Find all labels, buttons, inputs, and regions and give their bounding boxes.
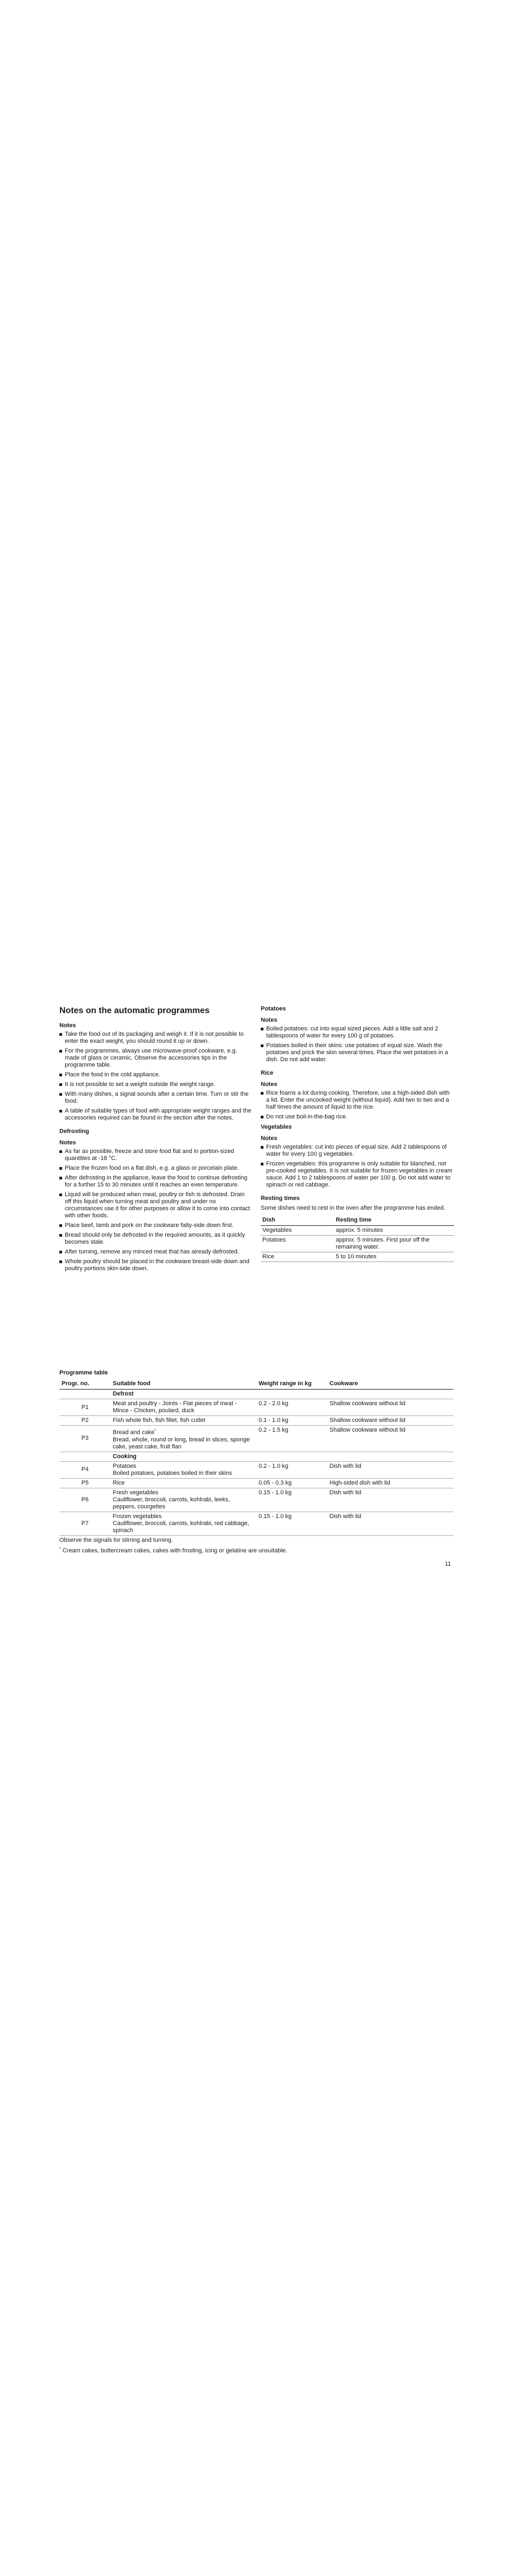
programme-number: P1: [59, 1399, 111, 1416]
list-item: After defrosting in the appliance, leave the food to continue defrosting for a further 15 to 30 minutes until it reaches an even temperature.: [59, 1175, 253, 1189]
table-group-row: [59, 1452, 453, 1461]
programme-number: P3: [59, 1426, 111, 1452]
table-cell: Potatoes: [261, 1236, 334, 1252]
weight-range: 0.2 - 1.5 kg: [256, 1426, 327, 1452]
list-item: Whole poultry should be placed in the cookware breast-side down and poultry portions skin-side down.: [59, 1258, 253, 1272]
defrosting-notes-heading: Notes: [59, 1139, 76, 1146]
resting-times-table: [261, 1215, 454, 1262]
list-item: Fresh vegetables: cut into pieces of equal size. Add 2 tablespoons of water for every 100 g vegetables.: [261, 1144, 454, 1158]
list-item: Place the food in the cold appliance.: [59, 1071, 253, 1078]
programme-number: P2: [59, 1416, 111, 1426]
table-row: [59, 1488, 453, 1512]
footnote-signals: Observe the signals for stirring and turning.: [59, 1536, 173, 1543]
table-row: [261, 1252, 454, 1262]
cookware: Shallow cookware without lid: [327, 1399, 453, 1416]
table-cell: Vegetables: [261, 1226, 334, 1236]
list-item: Place the frozen food on a flat dish, e.g. a glass or porcelain plate.: [59, 1165, 253, 1172]
weight-range: 0.05 - 0.3 kg: [256, 1478, 327, 1488]
table-cell: approx. 5 minutes. First pour off the remaining water.: [334, 1236, 454, 1252]
table-row: [59, 1461, 453, 1478]
rice-notes-heading: Notes: [261, 1081, 277, 1088]
group-label: Cooking: [111, 1452, 453, 1461]
table-cell: Rice: [261, 1252, 334, 1262]
list-item: A table of suitable types of food with appropriate weight ranges and the accessories required can be found in the section after the notes.: [59, 1108, 253, 1122]
table-row: [59, 1426, 453, 1452]
suitable-food-title: Potatoes: [112, 1462, 137, 1469]
page-number: 11: [445, 1561, 451, 1567]
weight-range: 0.15 - 1.0 kg: [256, 1512, 327, 1535]
table-row: [261, 1226, 454, 1236]
programme-table: [59, 1379, 453, 1536]
list-item: Place beef, lamb and pork on the cookware fatty-side down first.: [59, 1222, 253, 1229]
cookware: High-sided dish with lid: [327, 1478, 453, 1488]
column-header: Suitable food: [111, 1379, 256, 1390]
right-column: [261, 1006, 454, 1262]
weight-range: 0.15 - 1.0 kg: [256, 1488, 327, 1512]
programme-number: P4: [59, 1461, 111, 1478]
rice-heading: Rice: [261, 1070, 274, 1076]
cookware: Dish with lid: [327, 1512, 453, 1535]
column-header: Resting time: [334, 1215, 454, 1226]
left-column: [59, 1006, 253, 1275]
cookware: Shallow cookware without lid: [327, 1416, 453, 1426]
footnote-mark: ¹: [154, 1428, 156, 1433]
potatoes-heading: Potatoes: [261, 1006, 286, 1012]
suitable-food-cell: [111, 1426, 256, 1452]
suitable-food-detail: Bread, whole, round or long, bread in slices, sponge cake, yeast cake, fruit flan: [112, 1436, 250, 1450]
notes-heading: Notes: [59, 1022, 76, 1029]
list-item: Frozen vegetables: this programme is only suitable for blanched, not pre-cooked vegetables. It is not suitable for frozen vegetables in cream sauce. Add 1 to 2 tablespoons of water per 100 g. Do not add water to spinach or red cabbage.: [261, 1161, 454, 1189]
table-header-row: [261, 1215, 454, 1226]
list-item: It is not possible to set a weight outside the weight range.: [59, 1081, 253, 1088]
column-header: Progr. no.: [59, 1379, 111, 1390]
suitable-food-cell: [111, 1461, 256, 1478]
cookware: Dish with lid: [327, 1461, 453, 1478]
programme-number: P7: [59, 1512, 111, 1535]
suitable-food-cell: [111, 1488, 256, 1512]
table-row: [59, 1416, 453, 1426]
programme-section: [59, 1370, 453, 1554]
column-header: Cookware: [327, 1379, 453, 1390]
weight-range: 0.1 - 1.0 kg: [256, 1416, 327, 1426]
suitable-food: Meat and poultry - Joints - Flat pieces of meat - Mince - Chicken, poulard, duck: [111, 1399, 256, 1416]
table-cell: 5 to 10 minutes: [334, 1252, 454, 1262]
column-header: Weight range in kg: [256, 1379, 327, 1390]
table-row: [59, 1478, 453, 1488]
list-item: Take the food out of its packaging and weigh it. If it is not possible to enter the exact weight, you should round it up or down.: [59, 1031, 253, 1045]
list-item: Bread should only be defrosted in the required amounts, as it quickly becomes stale.: [59, 1232, 253, 1246]
suitable-food-cell: [111, 1512, 256, 1535]
list-item: As far as possible, freeze and store food flat and in portion-sized quantities at -18 °C.: [59, 1148, 253, 1162]
footnote-text: Cream cakes, buttercream cakes, cakes with frosting, icing or gelatine are unsuitable.: [62, 1547, 288, 1554]
potatoes-notes-heading: Notes: [261, 1017, 277, 1023]
suitable-food: Rice: [111, 1478, 256, 1488]
potatoes-notes-list: [261, 1026, 454, 1063]
table-cell: approx. 5 minutes: [334, 1226, 454, 1236]
column-header: Dish: [261, 1215, 334, 1226]
programme-table-heading: Programme table: [59, 1370, 108, 1376]
vegetables-heading: Vegetables: [261, 1124, 292, 1130]
page-title: Notes on the automatic programmes: [59, 1006, 210, 1015]
weight-range: 0.2 - 2.0 kg: [256, 1399, 327, 1416]
table-header-row: [59, 1379, 453, 1390]
list-item: Boiled potatoes: cut into equal sized pieces. Add a little salt and 2 tablespoons of water for every 100 g of potatoes.: [261, 1026, 454, 1040]
footnote-unsuitable: [59, 1545, 453, 1555]
resting-times-text: Some dishes need to rest in the oven after the programme has ended.: [261, 1205, 445, 1211]
table-row: [59, 1512, 453, 1535]
suitable-food-detail: Boiled potatoes, potatoes boiled in their skins: [112, 1469, 232, 1476]
suitable-food-detail: Cauliflower, broccoli, carrots, kohlrabi, leeks, peppers, courgettes: [112, 1496, 230, 1510]
list-item: Do not use boil-in-the-bag rice.: [261, 1114, 454, 1121]
suitable-food-detail: Cauliflower, broccoli, carrots, kohlrabi, red cabbage, spinach: [112, 1520, 249, 1534]
group-label: Defrost: [111, 1390, 453, 1399]
defrosting-notes-list: [59, 1148, 253, 1272]
vegetables-notes-list: [261, 1144, 454, 1189]
suitable-food-title: Fresh vegetables: [112, 1489, 159, 1496]
list-item: Potatoes boiled in their skins: use potatoes of equal size. Wash the potatoes and prick the skin several times. Place the wet potatoes in a dish. Do not add water.: [261, 1042, 454, 1063]
notes-list: [59, 1031, 253, 1122]
programme-number: P6: [59, 1488, 111, 1512]
table-row: [261, 1236, 454, 1252]
list-item: Rice foams a lot during cooking. Therefore, use a high-sided dish with a lid. Enter the uncooked weight (without liquid). Add two to two and a half times the amount of liquid to the rice.: [261, 1090, 454, 1111]
suitable-food-title: Bread and cake: [112, 1429, 154, 1436]
table-row: [59, 1399, 453, 1416]
footnote-mark: ¹: [59, 1546, 61, 1551]
list-item: After turning, remove any minced meat that has already defrosted.: [59, 1249, 253, 1256]
resting-times-heading: Resting times: [261, 1195, 300, 1202]
vegetables-notes-heading: Notes: [261, 1135, 277, 1142]
table-group-row: [59, 1390, 453, 1399]
cookware: Dish with lid: [327, 1488, 453, 1512]
cookware: Shallow cookware without lid: [327, 1426, 453, 1452]
list-item: With many dishes, a signal sounds after a certain time. Turn or stir the food.: [59, 1091, 253, 1105]
list-item: Liquid will be produced when meat, poultry or fish is defrosted. Drain off this liquid when turning meat and poultry and under no circumstances use it for other purposes or allow it to come into contact with other foods.: [59, 1191, 253, 1219]
programme-number: P5: [59, 1478, 111, 1488]
suitable-food: Fish whole fish, fish fillet, fish cutlet: [111, 1416, 256, 1426]
rice-notes-list: [261, 1090, 454, 1121]
weight-range: 0.2 - 1.0 kg: [256, 1461, 327, 1478]
suitable-food-title: Frozen vegetables: [112, 1513, 162, 1520]
defrosting-heading: Defrosting: [59, 1128, 89, 1135]
list-item: For the programmes, always use microwave-proof cookware, e.g. made of glass or ceramic. Observe the accessories tips in the programme table.: [59, 1048, 253, 1069]
